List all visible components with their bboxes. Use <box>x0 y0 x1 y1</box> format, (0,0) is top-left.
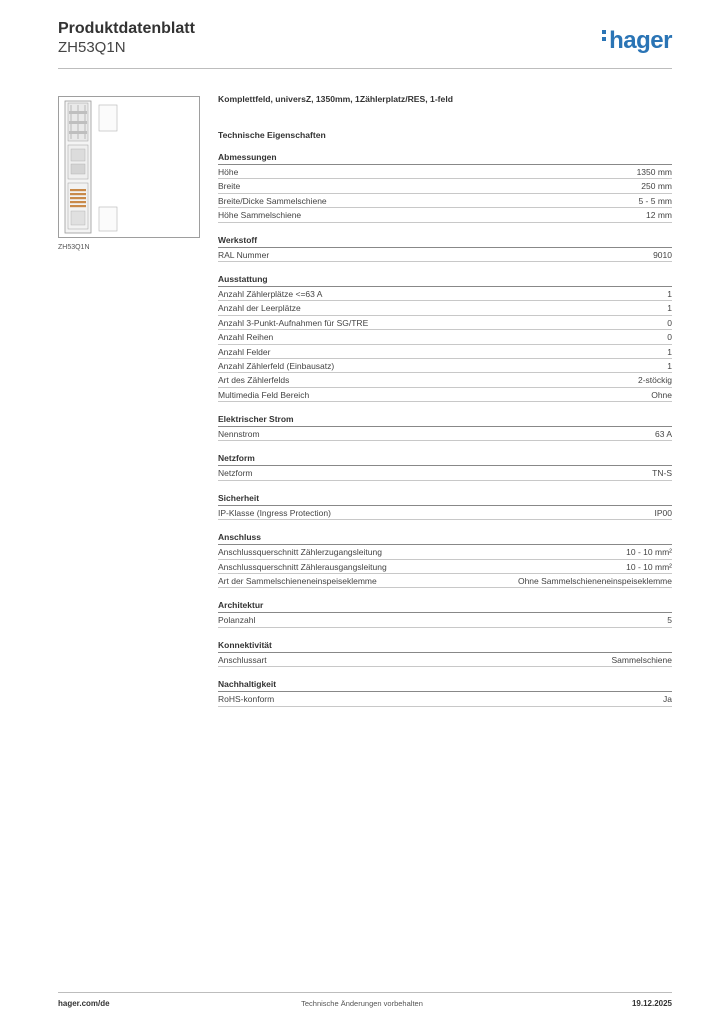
spec-row <box>218 248 672 262</box>
product-specs <box>218 94 672 718</box>
spec-label: Multimedia Feld Bereich <box>218 389 310 400</box>
spec-label: Netzform <box>218 468 253 479</box>
section-heading: Architektur <box>218 599 672 613</box>
section-heading: Abmessungen <box>218 151 672 165</box>
spec-row <box>218 345 672 359</box>
spec-row <box>218 194 672 208</box>
spec-section <box>218 413 672 441</box>
spec-section <box>218 531 672 588</box>
spec-value: 1350 mm <box>636 167 672 177</box>
spec-label: RAL Nummer <box>218 249 270 260</box>
section-heading: Netzform <box>218 452 672 466</box>
spec-row <box>218 545 672 559</box>
spec-row <box>218 466 672 480</box>
section-heading: Nachhaltigkeit <box>218 678 672 692</box>
footer-date: 19.12.2025 <box>631 999 672 1008</box>
image-caption: ZH53Q1N <box>58 244 90 251</box>
spec-value: 0 <box>667 332 672 343</box>
spec-row <box>218 692 672 706</box>
spec-label: IP-Klasse (Ingress Protection) <box>218 507 331 518</box>
spec-value: 5 <box>667 615 672 626</box>
spec-sections <box>218 151 672 707</box>
spec-row <box>218 653 672 667</box>
spec-value: 2-stöckig <box>637 375 672 386</box>
spec-section <box>218 639 672 667</box>
spec-row <box>218 208 672 222</box>
section-heading: Elektrischer Strom <box>218 413 672 427</box>
spec-value: Ja <box>663 694 672 705</box>
spec-row <box>218 560 672 574</box>
spec-value: 1 <box>667 303 672 314</box>
spec-value: 1 <box>667 288 672 299</box>
spec-row <box>218 301 672 315</box>
spec-value: 10 - 10 mm² <box>626 547 672 558</box>
spec-label: Anschlussquerschnitt Zählerzugangsleitung <box>218 547 382 558</box>
section-heading: Ausstattung <box>218 273 672 287</box>
spec-label: Anschlussart <box>218 654 267 665</box>
spec-label: Polanzahl <box>218 615 256 626</box>
footer-website: hager.com/de <box>58 999 110 1008</box>
spec-label: Anzahl Reihen <box>218 332 274 343</box>
spec-row <box>218 506 672 520</box>
section-heading: Konnektivität <box>218 639 672 653</box>
product-title: Komplettfeld, universZ, 1350mm, 1Zählerplatz/RES, 1-feld <box>218 94 453 104</box>
page-title: Produktdatenblatt <box>58 20 195 37</box>
spec-row <box>218 179 672 193</box>
spec-label: Nennstrom <box>218 429 260 440</box>
spec-section <box>218 273 672 402</box>
spec-value: Sammelschiene <box>611 654 672 665</box>
spec-section <box>218 151 672 223</box>
hager-logo <box>602 27 672 55</box>
spec-value: 250 mm <box>641 181 672 192</box>
section-heading: Werkstoff <box>218 234 672 248</box>
spec-value: 12 mm <box>646 210 672 221</box>
spec-label: Art des Zählerfelds <box>218 375 290 386</box>
spec-row <box>218 373 672 387</box>
spec-row <box>218 330 672 344</box>
spec-label: RoHS-konform <box>218 694 275 705</box>
spec-label: Anzahl Zählerfeld (Einbausatz) <box>218 360 335 371</box>
spec-label: Anzahl Felder <box>218 346 271 357</box>
spec-row <box>218 613 672 627</box>
spec-label: Anzahl 3-Punkt-Aufnahmen für SG/TRE <box>218 317 369 328</box>
meter-panel-illustration <box>59 97 199 237</box>
spec-label: Anzahl der Leerplätze <box>218 303 301 314</box>
spec-value: Ohne <box>651 389 672 400</box>
spec-value: 0 <box>667 317 672 328</box>
spec-section <box>218 678 672 706</box>
spec-value: 63 A <box>654 429 672 440</box>
tech-properties-heading: Technische Eigenschaften <box>218 130 326 140</box>
logo-dots-icon <box>602 30 607 44</box>
spec-value: 1 <box>667 360 672 371</box>
spec-value: 9010 <box>653 249 672 260</box>
section-heading: Sicherheit <box>218 492 672 506</box>
header-divider <box>58 68 672 69</box>
spec-section <box>218 492 672 520</box>
footer-disclaimer: Technische Änderungen vorbehalten <box>301 999 423 1008</box>
spec-row <box>218 316 672 330</box>
spec-section <box>218 452 672 480</box>
spec-section <box>218 234 672 262</box>
spec-label: Breite/Dicke Sammelschiene <box>218 195 327 206</box>
spec-section <box>218 599 672 627</box>
spec-label: Breite <box>218 181 241 192</box>
section-heading: Anschluss <box>218 531 672 545</box>
logo-text: hager <box>609 27 672 54</box>
spec-label: Höhe <box>218 167 239 177</box>
spec-label: Höhe Sammelschiene <box>218 210 302 221</box>
spec-label: Anzahl Zählerplätze <=63 A <box>218 288 323 299</box>
spec-value: IP00 <box>654 507 672 518</box>
spec-value: 1 <box>667 346 672 357</box>
spec-row <box>218 359 672 373</box>
spec-value: 10 - 10 mm² <box>626 561 672 572</box>
spec-row <box>218 574 672 588</box>
spec-value: Ohne Sammelschieneneinspeiseklemme <box>517 576 672 587</box>
spec-row <box>218 287 672 301</box>
product-image <box>58 96 200 238</box>
spec-value: TN-S <box>652 468 672 479</box>
spec-label: Anschlussquerschnitt Zählerausgangsleitung <box>218 561 387 572</box>
footer-divider <box>58 992 672 993</box>
spec-row <box>218 388 672 402</box>
product-code: ZH53Q1N <box>58 39 126 56</box>
spec-row <box>218 427 672 441</box>
spec-row <box>218 165 672 179</box>
spec-value: 5 - 5 mm <box>638 195 672 206</box>
spec-label: Art der Sammelschieneneinspeiseklemme <box>218 576 377 587</box>
